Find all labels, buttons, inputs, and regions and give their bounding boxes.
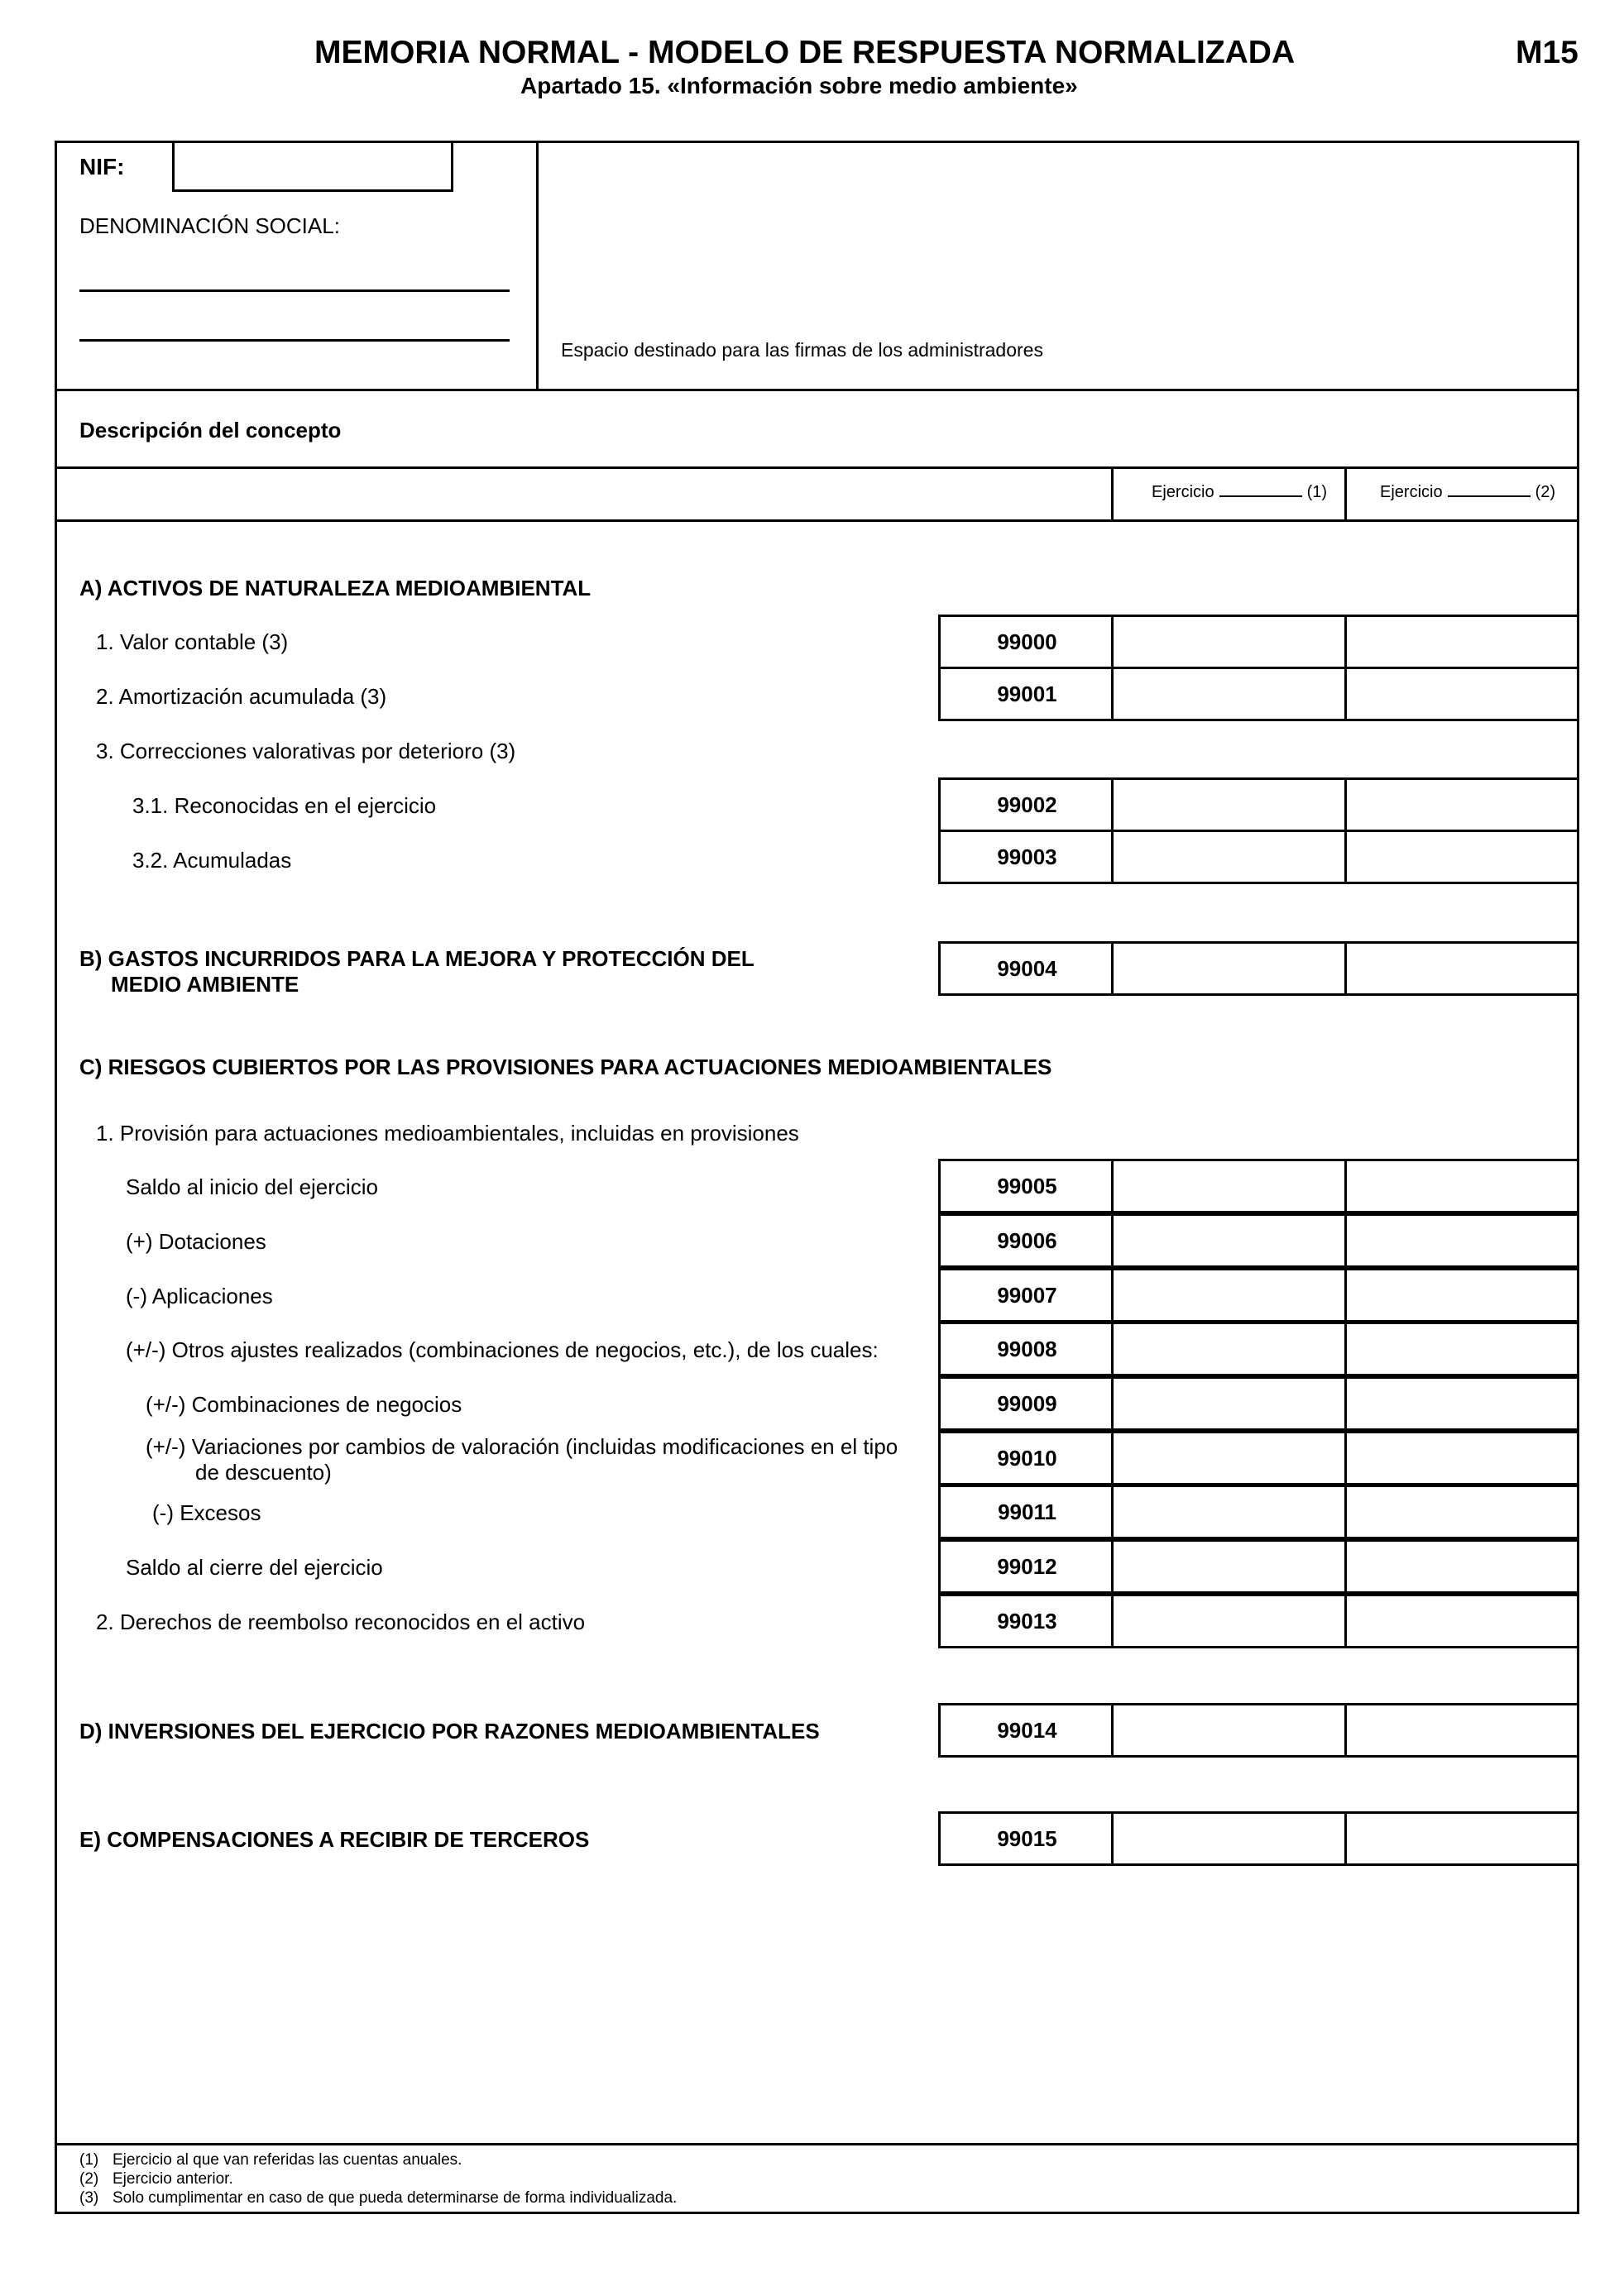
code-99001: 99001 [938, 667, 1114, 721]
value-99010-year2[interactable] [1344, 1431, 1579, 1485]
value-99002-year2[interactable] [1344, 777, 1579, 832]
divider-year-header [55, 519, 1579, 522]
c1-excesos-label: (-) Excesos [152, 1500, 261, 1525]
value-99012-year2[interactable] [1344, 1539, 1579, 1594]
row-99004 [938, 941, 1579, 996]
value-99009-year2[interactable] [1344, 1376, 1579, 1431]
code-99009: 99009 [938, 1376, 1114, 1431]
value-99012-year1[interactable] [1111, 1539, 1347, 1594]
c1-label: 1. Provisión para actuaciones medioambientales, incluidas en provisiones [96, 1121, 799, 1146]
code-99000: 99000 [938, 615, 1114, 669]
footnotes-divider [55, 2143, 1579, 2145]
row-99001 [938, 667, 1579, 721]
value-99015-year2[interactable] [1344, 1811, 1579, 1866]
section-d-title: D) INVERSIONES DEL EJERCICIO POR RAZONES MEDIOAMBIENTALES [79, 1719, 820, 1744]
value-99003-year2[interactable] [1344, 830, 1579, 884]
c1-variaciones-label-line2: de descuento) [195, 1460, 332, 1485]
model-code: M15 [1516, 35, 1578, 70]
a2-label: 2. Amortización acumulada (3) [96, 684, 387, 709]
value-99004-year2[interactable] [1344, 941, 1579, 996]
value-99001-year1[interactable] [1111, 667, 1347, 721]
value-99011-year2[interactable] [1344, 1485, 1579, 1539]
value-99008-year2[interactable] [1344, 1322, 1579, 1376]
section-a-title: A) ACTIVOS DE NATURALEZA MEDIOAMBIENTAL [79, 576, 592, 600]
value-99004-year1[interactable] [1111, 941, 1347, 996]
value-99014-year2[interactable] [1344, 1703, 1579, 1758]
code-99013: 99013 [938, 1594, 1114, 1648]
value-99010-year1[interactable] [1111, 1431, 1347, 1485]
c1-variaciones-label-line1: (+/-) Variaciones por cambios de valoración (incluidas modificaciones en el tipo [146, 1434, 898, 1459]
value-99009-year1[interactable] [1111, 1376, 1347, 1431]
value-99007-year2[interactable] [1344, 1268, 1579, 1323]
value-99013-year1[interactable] [1111, 1594, 1347, 1648]
row-99007 [938, 1268, 1579, 1323]
a31-label: 3.1. Reconocidas en el ejercicio [132, 793, 437, 818]
c1-aplicaciones-label: (-) Aplicaciones [126, 1284, 273, 1308]
footnote-2: (2) Ejercicio anterior. [79, 2170, 233, 2188]
code-99002: 99002 [938, 777, 1114, 832]
nif-label: NIF: [79, 154, 125, 179]
code-99008: 99008 [938, 1322, 1114, 1376]
row-99002 [938, 777, 1579, 832]
section-e-title: E) COMPENSACIONES A RECIBIR DE TERCEROS [79, 1827, 590, 1852]
code-99011: 99011 [938, 1485, 1114, 1539]
code-99012: 99012 [938, 1539, 1114, 1594]
row-99012 [938, 1539, 1579, 1594]
a32-label: 3.2. Acumuladas [132, 848, 292, 873]
value-99007-year1[interactable] [1111, 1268, 1347, 1323]
value-99013-year2[interactable] [1344, 1594, 1579, 1648]
year2-header: Ejercicio (2) [1380, 483, 1556, 501]
c1-closing-label: Saldo al cierre del ejercicio [126, 1555, 383, 1580]
year-col-divider-1 [1111, 466, 1114, 522]
code-99007: 99007 [938, 1268, 1114, 1323]
denomination-label: DENOMINACIÓN SOCIAL: [79, 213, 340, 238]
description-label: Descripción del concepto [79, 418, 342, 442]
a3-label: 3. Correcciones valorativas por deterioro (3) [96, 739, 516, 763]
row-99011 [938, 1485, 1579, 1539]
value-99003-year1[interactable] [1111, 830, 1347, 884]
value-99011-year1[interactable] [1111, 1485, 1347, 1539]
code-99004: 99004 [938, 941, 1114, 996]
c2-label: 2. Derechos de reembolso reconocidos en el activo [96, 1610, 586, 1634]
section-b-title-line1: B) GASTOS INCURRIDOS PARA LA MEJORA Y PROTECCIÓN DEL [79, 946, 755, 971]
c1-opening-label: Saldo al inicio del ejercicio [126, 1174, 378, 1199]
value-99005-year2[interactable] [1344, 1159, 1579, 1213]
divider-description-top [55, 389, 1579, 391]
row-99008 [938, 1322, 1579, 1376]
row-99000 [938, 615, 1579, 669]
denomination-line-1[interactable] [79, 289, 510, 292]
row-99013 [938, 1594, 1579, 1648]
footnote-1: (1) Ejercicio al que van referidas las cuentas anuales. [79, 2151, 462, 2169]
c1-dotaciones-label: (+) Dotaciones [126, 1229, 266, 1254]
code-99003: 99003 [938, 830, 1114, 884]
nif-input[interactable] [172, 141, 453, 192]
signature-area[interactable] [538, 143, 1577, 388]
year1-header: Ejercicio (1) [1152, 483, 1328, 501]
denomination-line-2[interactable] [79, 339, 510, 342]
page-title: MEMORIA NORMAL - MODELO DE RESPUESTA NORMALIZADA [314, 35, 1296, 70]
c1-combinaciones-label: (+/-) Combinaciones de negocios [146, 1392, 462, 1417]
row-99015 [938, 1811, 1579, 1866]
code-99015: 99015 [938, 1811, 1114, 1866]
code-99006: 99006 [938, 1213, 1114, 1268]
value-99006-year2[interactable] [1344, 1213, 1579, 1268]
section-b-title-line2: MEDIO AMBIENTE [111, 972, 299, 997]
section-c-title: C) RIESGOS CUBIERTOS POR LAS PROVISIONES PARA ACTUACIONES MEDIOAMBIENTALES [79, 1055, 1052, 1079]
signature-area-label: Espacio destinado para las firmas de los administradores [561, 339, 1043, 361]
row-99006 [938, 1213, 1579, 1268]
year-col-divider-2 [1344, 466, 1347, 522]
a1-label: 1. Valor contable (3) [96, 629, 289, 654]
value-99005-year1[interactable] [1111, 1159, 1347, 1213]
value-99002-year1[interactable] [1111, 777, 1347, 832]
value-99014-year1[interactable] [1111, 1703, 1347, 1758]
value-99001-year2[interactable] [1344, 667, 1579, 721]
page-subtitle: Apartado 15. «Información sobre medio ambiente» [520, 73, 1078, 98]
row-99009 [938, 1376, 1579, 1431]
row-99014 [938, 1703, 1579, 1758]
value-99000-year2[interactable] [1344, 615, 1579, 669]
divider-description-bottom [55, 466, 1579, 469]
code-99010: 99010 [938, 1431, 1114, 1485]
code-99005: 99005 [938, 1159, 1114, 1213]
row-99010 [938, 1431, 1579, 1485]
value-99015-year1[interactable] [1111, 1811, 1347, 1866]
value-99008-year1[interactable] [1111, 1322, 1347, 1376]
row-99003 [938, 830, 1579, 884]
c1-otros-label: (+/-) Otros ajustes realizados (combinaciones de negocios, etc.), de los cuales: [126, 1337, 879, 1362]
value-99000-year1[interactable] [1111, 615, 1347, 669]
code-99014: 99014 [938, 1703, 1114, 1758]
row-99005 [938, 1159, 1579, 1213]
value-99006-year1[interactable] [1111, 1213, 1347, 1268]
footnote-3: (3) Solo cumplimentar en caso de que pueda determinarse de forma individualizada. [79, 2189, 678, 2207]
